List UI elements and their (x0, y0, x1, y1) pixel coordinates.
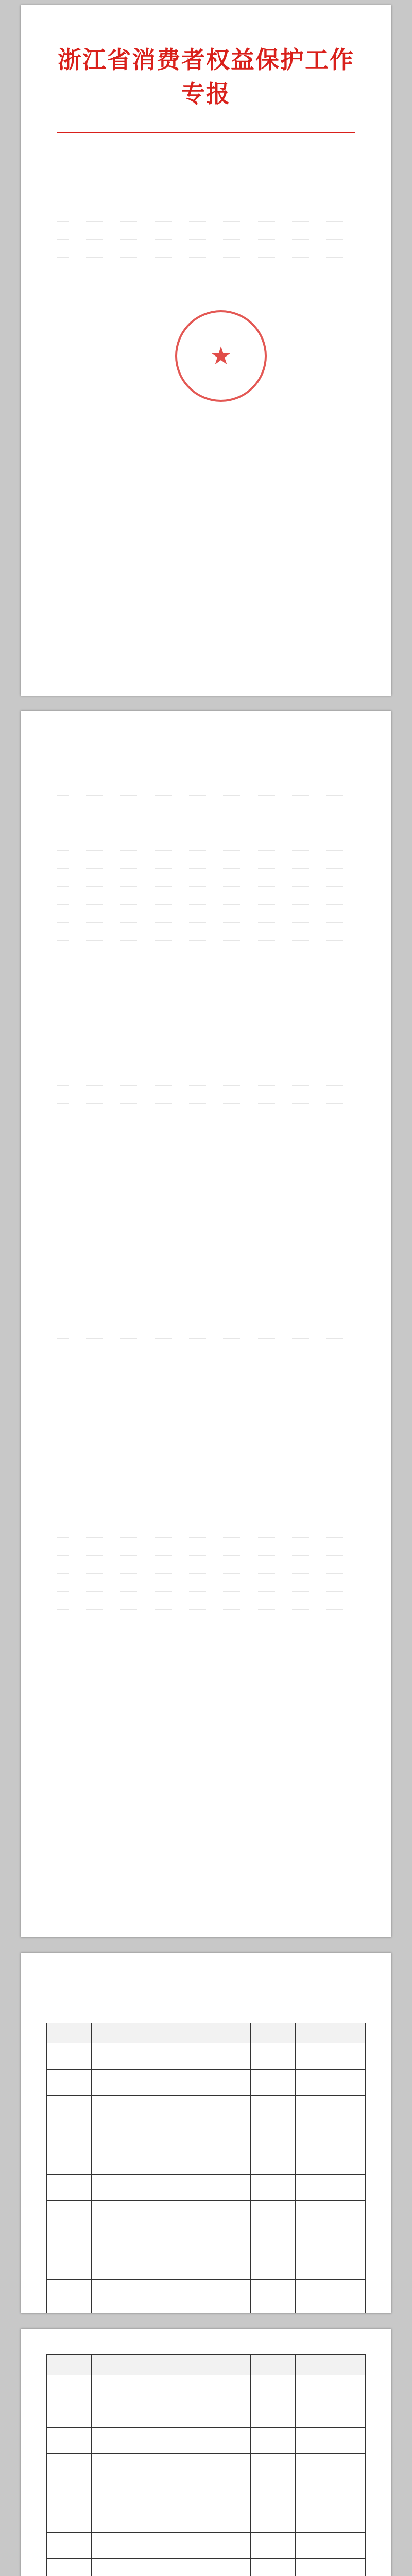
official-seal (175, 310, 267, 402)
attachment-item (57, 261, 355, 275)
table-cell-unit (295, 2480, 365, 2506)
task-table (46, 2023, 366, 2313)
table-row (47, 2454, 366, 2480)
table-cell-task (91, 2253, 251, 2280)
table-cell-unit (295, 2454, 365, 2480)
section-paragraph (57, 1324, 355, 1339)
table-cell-time (251, 2559, 296, 2576)
table-cell-time (251, 2175, 296, 2201)
table-cell-task (91, 2480, 251, 2506)
notice-title (57, 148, 355, 179)
section-paragraph (57, 1396, 355, 1411)
section-paragraph (57, 1414, 355, 1429)
section-paragraph (57, 1595, 355, 1610)
page-number (21, 675, 391, 683)
table-cell-unit (295, 2506, 365, 2533)
table-cell-unit (295, 2428, 365, 2454)
table-cell-time (251, 2227, 296, 2253)
section-paragraph (57, 836, 355, 851)
column-header (91, 2023, 251, 2043)
section-paragraph (57, 1251, 355, 1266)
table-cell-task (91, 2070, 251, 2096)
table-cell-category (47, 2253, 92, 2280)
section-paragraph (57, 1179, 355, 1194)
table-cell-time (251, 2533, 296, 2559)
table-cell-task (91, 2175, 251, 2201)
section-paragraph (57, 890, 355, 905)
table-cell-task (91, 2375, 251, 2401)
table-cell-unit (295, 2122, 365, 2148)
section-paragraph (57, 1071, 355, 1086)
annex-label (46, 1978, 366, 1988)
section-paragraph (57, 1089, 355, 1104)
section-paragraph (57, 1486, 355, 1501)
section-heading (57, 1310, 355, 1321)
section-paragraph (57, 1269, 355, 1284)
table-cell-unit (295, 2070, 365, 2096)
table-cell-category (47, 2227, 92, 2253)
table-header-row (47, 2355, 366, 2375)
table-cell-task (91, 2096, 251, 2122)
section-paragraph (57, 1342, 355, 1357)
signature-block (57, 310, 355, 408)
masthead-rule (57, 132, 355, 133)
table-cell-task (91, 2454, 251, 2480)
table-cell-category (47, 2096, 92, 2122)
table-cell-category (47, 2122, 92, 2148)
table-cell-unit (295, 2148, 365, 2175)
table-cell-category (47, 2454, 92, 2480)
section-paragraph (57, 872, 355, 887)
table-cell-unit (295, 2043, 365, 2070)
table-row (47, 2096, 366, 2122)
notice-body (57, 207, 355, 258)
table-row (47, 2375, 366, 2401)
notice-page (21, 5, 391, 696)
key-points-page (21, 711, 391, 1937)
table-cell-unit (295, 2401, 365, 2428)
table-cell-task (91, 2401, 251, 2428)
task-table-body (47, 2043, 366, 2314)
intro-paragraph (57, 799, 355, 814)
table-cell-category (47, 2559, 92, 2576)
section-paragraph (57, 1360, 355, 1375)
column-header (47, 2023, 92, 2043)
table-cell-unit (295, 2375, 365, 2401)
table-cell-unit (295, 2096, 365, 2122)
task-list-title (46, 1999, 366, 2014)
table-cell-category (47, 2148, 92, 2175)
table-cell-time (251, 2375, 296, 2401)
section-paragraph (57, 1468, 355, 1483)
table-row (47, 2148, 366, 2175)
section-paragraph (57, 854, 355, 869)
section-paragraph (57, 1541, 355, 1556)
table-row (47, 2559, 366, 2576)
table-cell-unit (295, 2201, 365, 2227)
key-points-sections (57, 821, 355, 1610)
page-number (21, 1917, 391, 1925)
column-header (251, 2023, 296, 2043)
column-header (47, 2355, 92, 2375)
table-row (47, 2070, 366, 2096)
section-heading (57, 1509, 355, 1520)
page-number (21, 2293, 391, 2301)
section-paragraph (57, 1197, 355, 1212)
table-cell-unit (295, 2253, 365, 2280)
table-cell-category (47, 2428, 92, 2454)
seal-star-icon: ★ (210, 342, 232, 370)
table-cell-category (47, 2506, 92, 2533)
table-cell-category (47, 2306, 92, 2314)
section-heading (57, 948, 355, 959)
section-paragraph (57, 980, 355, 995)
table-cell-task (91, 2227, 251, 2253)
attachment-item (57, 275, 355, 290)
column-header (91, 2355, 251, 2375)
notice-paragraph (57, 207, 355, 222)
section-paragraph (57, 1523, 355, 1538)
key-points-title (57, 757, 355, 773)
section-paragraph (57, 1053, 355, 1067)
table-row (47, 2043, 366, 2070)
table-cell-category (47, 2043, 92, 2070)
attachment-list (57, 261, 355, 290)
table-row (47, 2175, 366, 2201)
table-cell-task (91, 2122, 251, 2148)
table-cell-time (251, 2480, 296, 2506)
column-header (251, 2355, 296, 2375)
table-row (47, 2227, 366, 2253)
section-paragraph (57, 1143, 355, 1158)
seal-text (177, 321, 265, 329)
table-row (47, 2401, 366, 2428)
table-cell-unit (295, 2175, 365, 2201)
section-paragraph (57, 1215, 355, 1230)
column-header (295, 2355, 365, 2375)
table-header-row (47, 2023, 366, 2043)
section-paragraph (57, 1035, 355, 1049)
table-cell-task (91, 2043, 251, 2070)
table-cell-time (251, 2070, 296, 2096)
table-cell-unit (295, 2533, 365, 2559)
section-paragraph (57, 1125, 355, 1140)
section-paragraph (57, 1233, 355, 1248)
section-paragraph (57, 1432, 355, 1447)
section-paragraph (57, 1450, 355, 1465)
column-header (295, 2023, 365, 2043)
section-paragraph (57, 926, 355, 941)
table-cell-time (251, 2043, 296, 2070)
table-row (47, 2201, 366, 2227)
table-cell-time (251, 2428, 296, 2454)
table-cell-task (91, 2506, 251, 2533)
table-row (47, 2480, 366, 2506)
table-row (47, 2122, 366, 2148)
section-paragraph (57, 962, 355, 977)
section-paragraph (57, 908, 355, 923)
table-cell-time (251, 2201, 296, 2227)
section-paragraph (57, 1577, 355, 1592)
section-paragraph (57, 1559, 355, 1574)
table-cell-category (47, 2401, 92, 2428)
table-row (47, 2428, 366, 2454)
section-heading (57, 821, 355, 833)
table-cell-task (91, 2559, 251, 2576)
task-table-body (47, 2375, 366, 2576)
task-list-page-continued (21, 2329, 391, 2576)
table-cell-category (47, 2480, 92, 2506)
notice-paragraph (57, 225, 355, 240)
table-cell-task (91, 2148, 251, 2175)
issue-number (57, 120, 355, 128)
task-table (46, 2354, 366, 2576)
notice-salutation (57, 191, 355, 201)
table-row (47, 2306, 366, 2314)
section-paragraph (57, 1287, 355, 1302)
section-heading (57, 1111, 355, 1122)
table-cell-unit (295, 2559, 365, 2576)
annex-label (57, 737, 355, 746)
notice-paragraph (57, 243, 355, 258)
table-cell-task (91, 2428, 251, 2454)
table-row (47, 2533, 366, 2559)
table-cell-category (47, 2533, 92, 2559)
section-paragraph (57, 1378, 355, 1393)
table-row (47, 2506, 366, 2533)
intro-paragraph (57, 781, 355, 796)
table-cell-time (251, 2253, 296, 2280)
table-cell-time (251, 2096, 296, 2122)
table-cell-task (91, 2533, 251, 2559)
masthead-title: 浙江省消费者权益保护工作专报 (58, 46, 354, 108)
section-paragraph (57, 998, 355, 1013)
table-cell-unit (295, 2227, 365, 2253)
table-cell-time (251, 2306, 296, 2314)
table-cell-time (251, 2122, 296, 2148)
table-cell-time (251, 2454, 296, 2480)
table-cell-time (251, 2506, 296, 2533)
table-cell-task (91, 2306, 251, 2314)
section-paragraph (57, 1161, 355, 1176)
table-row (47, 2253, 366, 2280)
task-list-page (21, 1953, 391, 2313)
table-cell-unit (295, 2306, 365, 2314)
table-cell-task (91, 2201, 251, 2227)
table-cell-time (251, 2401, 296, 2428)
table-cell-category (47, 2175, 92, 2201)
table-cell-category (47, 2070, 92, 2096)
table-cell-time (251, 2148, 296, 2175)
section-paragraph (57, 1016, 355, 1031)
table-cell-category (47, 2375, 92, 2401)
table-cell-category (47, 2201, 92, 2227)
